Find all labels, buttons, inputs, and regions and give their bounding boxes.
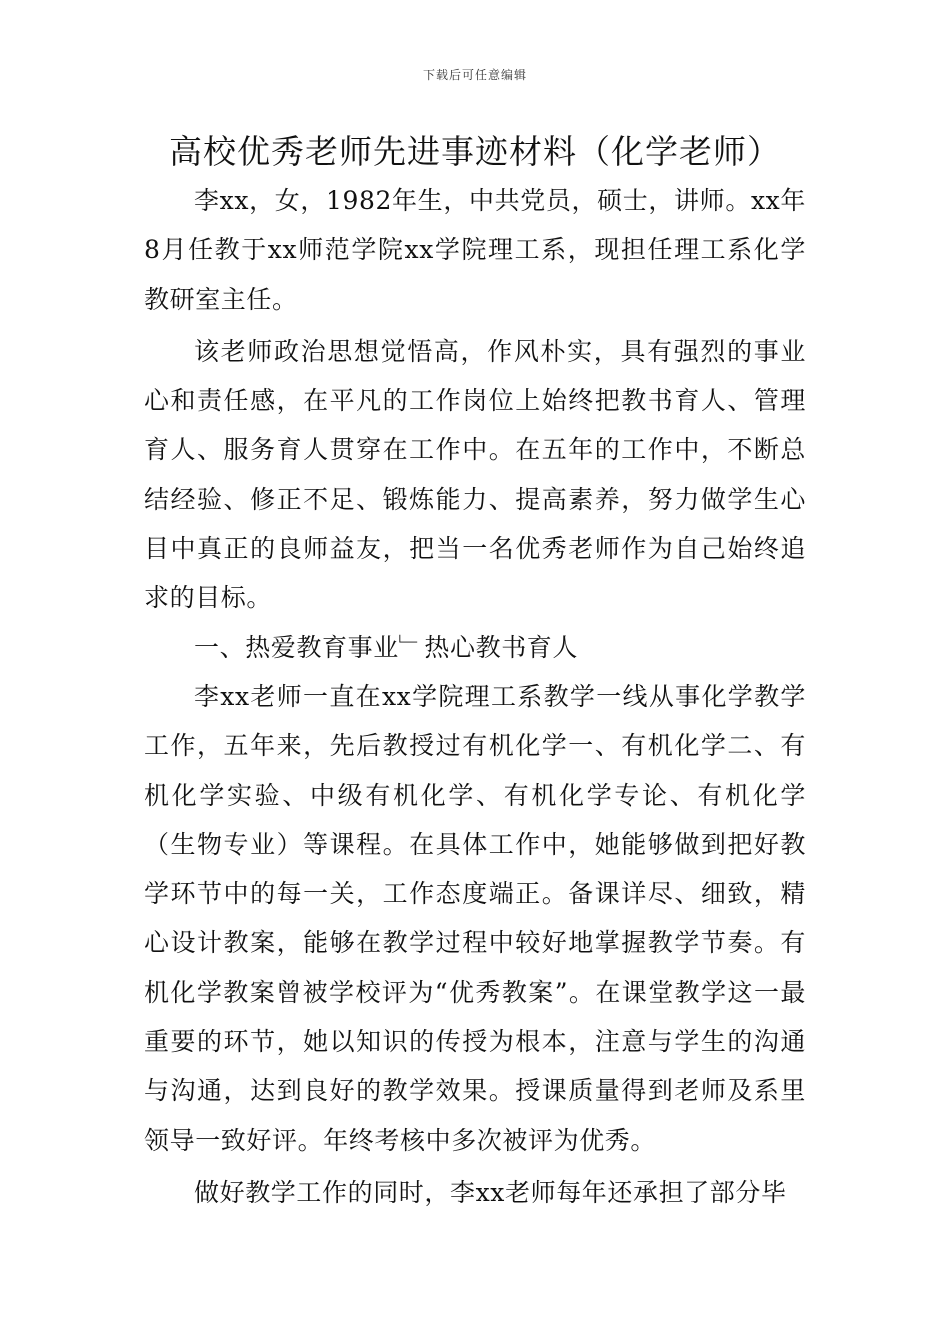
section-heading-1: 一、热爱教育事业﹂热心教书育人 xyxy=(194,632,579,662)
paragraph-character: 该老师政治思想觉悟高，作风朴实，具有强烈的事业心和责任感，在平凡的工作岗位上始终把教书育人、管理育人、服务育人贯穿在工作中。在五年的工作中，不断总结经验、修正不足、锻炼能力、提高素养，努力做学生心目中真正的良师益友，把当一名优秀老师作为自己始终追求的目标。 xyxy=(144,336,806,613)
paragraph-continued: 做好教学工作的同时，李xx老师每年还承担了部分毕 xyxy=(194,1177,787,1207)
document-title: 高校优秀老师先进事迹材料（化学老师） xyxy=(169,132,781,171)
paragraph-intro: 李xx，女，1982年生，中共党员，硕士，讲师。xx年8月任教于xx师范学院xx学院理工系，现担任理工系化学教研室主任。 xyxy=(144,186,806,314)
header-note: 下载后可任意编辑 xyxy=(422,68,527,82)
paragraph-teaching: 李xx老师一直在xx学院理工系教学一线从事化学教学工作，五年来，先后教授过有机化学一、有机化学二、有机化学实验、中级有机化学、有机化学专论、有机化学（生物专业）等课程。在具体工作中，她能够做到把好教学环节中的每一关，工作态度端正。备课详尽、细致，精心设计教案，能够在教学过程中较好地掌握教学节奏。有机化学教案曾被学校评为“优秀教案”。在课堂教学这一最重要的环节，她以知识的传授为根本，注意与学生的沟通与沟通，达到良好的教学效果。授课质量得到老师及系里领导一致好评。年终考核中多次被评为优秀。 xyxy=(144,681,806,1155)
document-body xyxy=(144,176,806,1217)
